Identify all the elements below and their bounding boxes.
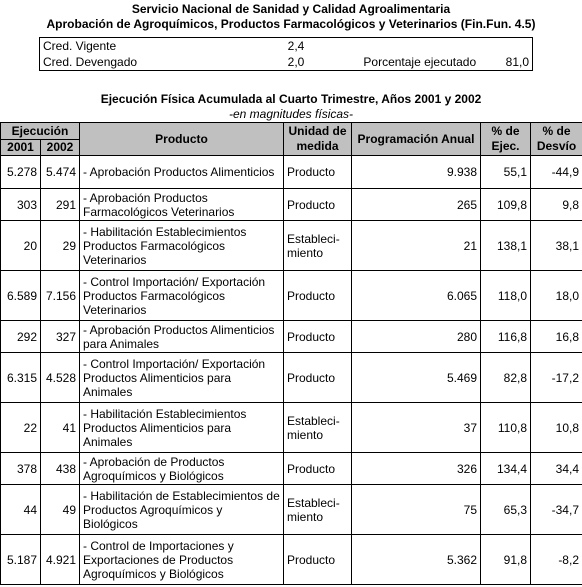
credit-row-devengado — [40, 54, 533, 71]
table-row — [1, 453, 582, 485]
header-pct-ejec: % de Ejec. — [481, 123, 531, 156]
cell-producto: - Control de Importaciones y Exportaciones de Productos Agroquímicos y Biológicos — [80, 535, 284, 585]
cell-pct-ejec: 116,8 — [481, 321, 531, 353]
cell-producto: - Aprobación de Productos Agroquímicos y Biológicos — [80, 453, 284, 485]
cell-producto: - Aprobación Productos Farmacológicos Veterinarios — [80, 189, 284, 221]
credit-vigente-label: Cred. Vigente — [40, 38, 285, 55]
cell-producto: - Habilitación de Establecimientos de Productos Agroquímicos y Biológicos — [80, 485, 284, 535]
cell-2001: 5.187 — [1, 535, 41, 585]
cell-2001: 6.315 — [1, 353, 41, 403]
credit-devengado-label: Cred. Devengado — [40, 54, 285, 71]
header-programacion: Programación Anual — [352, 123, 481, 156]
cell-2001: 20 — [1, 221, 41, 271]
cell-2001: 44 — [1, 485, 41, 535]
cell-unidad: Producto — [284, 453, 352, 485]
credit-devengado-value: 2,0 — [285, 54, 341, 71]
cell-2002: 291 — [41, 189, 80, 221]
credit-empty-cell — [340, 38, 486, 55]
cell-programacion: 5.469 — [352, 353, 481, 403]
cell-pct-desvio: 10,8 — [531, 403, 582, 453]
program-title: Aprobación de Agroquímicos, Productos Farmacológicos y Veterinarios (Fin.Fun. 4.5) — [46, 17, 536, 31]
table-row — [1, 156, 582, 189]
cell-programacion: 75 — [352, 485, 481, 535]
header-unidad: Unidad de medida — [284, 123, 352, 156]
table-row — [1, 221, 582, 271]
cell-2001: 292 — [1, 321, 41, 353]
table-row — [1, 353, 582, 403]
cell-unidad: Estableci-miento — [284, 485, 352, 535]
credit-porcentaje-value: 81,0 — [486, 54, 532, 71]
execution-table — [0, 122, 582, 585]
cell-producto: - Control Importación/ Exportación Productos Alimenticios para Animales — [80, 353, 284, 403]
section-title: Ejecución Física Acumulada al Cuarto Trimestre, Años 2001 y 2002 — [100, 92, 482, 106]
credit-vigente-value: 2,4 — [285, 38, 341, 55]
cell-pct-desvio: -44,9 — [531, 156, 582, 189]
cell-programacion: 265 — [352, 189, 481, 221]
cell-programacion: 37 — [352, 403, 481, 453]
cell-pct-desvio: 16,8 — [531, 321, 582, 353]
table-row — [1, 189, 582, 221]
cell-pct-ejec: 82,8 — [481, 353, 531, 403]
header-producto: Producto — [80, 123, 284, 156]
cell-2002: 49 — [41, 485, 80, 535]
cell-pct-ejec: 118,0 — [481, 271, 531, 321]
cell-2002: 29 — [41, 221, 80, 271]
cell-pct-ejec: 109,8 — [481, 189, 531, 221]
table-row — [1, 271, 582, 321]
credit-empty-cell — [486, 38, 532, 55]
cell-pct-ejec: 138,1 — [481, 221, 531, 271]
cell-2002: 438 — [41, 453, 80, 485]
cell-unidad: Producto — [284, 271, 352, 321]
cell-2002: 5.474 — [41, 156, 80, 189]
cell-unidad: Producto — [284, 535, 352, 585]
cell-2002: 41 — [41, 403, 80, 453]
cell-2002: 4.921 — [41, 535, 80, 585]
cell-unidad: Producto — [284, 321, 352, 353]
credit-table — [39, 37, 533, 71]
table-row — [1, 535, 582, 585]
cell-programacion: 5.362 — [352, 535, 481, 585]
cell-2002: 327 — [41, 321, 80, 353]
cell-unidad: Producto — [284, 353, 352, 403]
cell-2001: 5.278 — [1, 156, 41, 189]
cell-unidad: Estableci-miento — [284, 221, 352, 271]
section-subtitle: -en magnitudes físicas- — [228, 107, 354, 121]
header-pct-desvio: % de Desvío — [531, 123, 582, 156]
cell-2001: 22 — [1, 403, 41, 453]
cell-pct-desvio: -8,2 — [531, 535, 582, 585]
cell-producto: - Habilitación Establecimientos Productos Farmacológicos Veterinarios — [80, 221, 284, 271]
table-row — [1, 321, 582, 353]
table-row — [1, 485, 582, 535]
cell-producto: - Aprobación Productos Alimenticios — [80, 156, 284, 189]
cell-2001: 378 — [1, 453, 41, 485]
agency-title: Servicio Nacional de Sanidad y Calidad Agroalimentaria — [131, 2, 451, 16]
header-ejecucion: Ejecución — [1, 123, 80, 140]
header-2001: 2001 — [1, 140, 41, 156]
cell-pct-desvio: -17,2 — [531, 353, 582, 403]
cell-pct-ejec: 110,8 — [481, 403, 531, 453]
cell-2001: 303 — [1, 189, 41, 221]
cell-2001: 6.589 — [1, 271, 41, 321]
credit-porcentaje-label: Porcentaje ejecutado — [340, 54, 486, 71]
cell-programacion: 6.065 — [352, 271, 481, 321]
header-row — [1, 123, 582, 140]
cell-producto: - Habilitación Establecimientos Productos Alimenticios para Animales — [80, 403, 284, 453]
cell-2002: 7.156 — [41, 271, 80, 321]
cell-pct-ejec: 55,1 — [481, 156, 531, 189]
credit-row-vigente — [40, 38, 533, 55]
cell-programacion: 280 — [352, 321, 481, 353]
cell-pct-desvio: 9,8 — [531, 189, 582, 221]
cell-programacion: 326 — [352, 453, 481, 485]
cell-unidad: Estableci-miento — [284, 403, 352, 453]
cell-pct-desvio: -34,7 — [531, 485, 582, 535]
cell-pct-desvio: 18,0 — [531, 271, 582, 321]
cell-pct-desvio: 38,1 — [531, 221, 582, 271]
table-row — [1, 403, 582, 453]
cell-2002: 4.528 — [41, 353, 80, 403]
cell-unidad: Producto — [284, 156, 352, 189]
cell-pct-ejec: 65,3 — [481, 485, 531, 535]
cell-producto: - Aprobación Productos Alimenticios para Animales — [80, 321, 284, 353]
cell-programacion: 9.938 — [352, 156, 481, 189]
cell-producto: - Control Importación/ Exportación Productos Farmacológicos Veterinarios — [80, 271, 284, 321]
cell-pct-ejec: 134,4 — [481, 453, 531, 485]
header-2002: 2002 — [41, 140, 80, 156]
cell-pct-ejec: 91,8 — [481, 535, 531, 585]
cell-unidad: Producto — [284, 189, 352, 221]
cell-programacion: 21 — [352, 221, 481, 271]
cell-pct-desvio: 34,4 — [531, 453, 582, 485]
